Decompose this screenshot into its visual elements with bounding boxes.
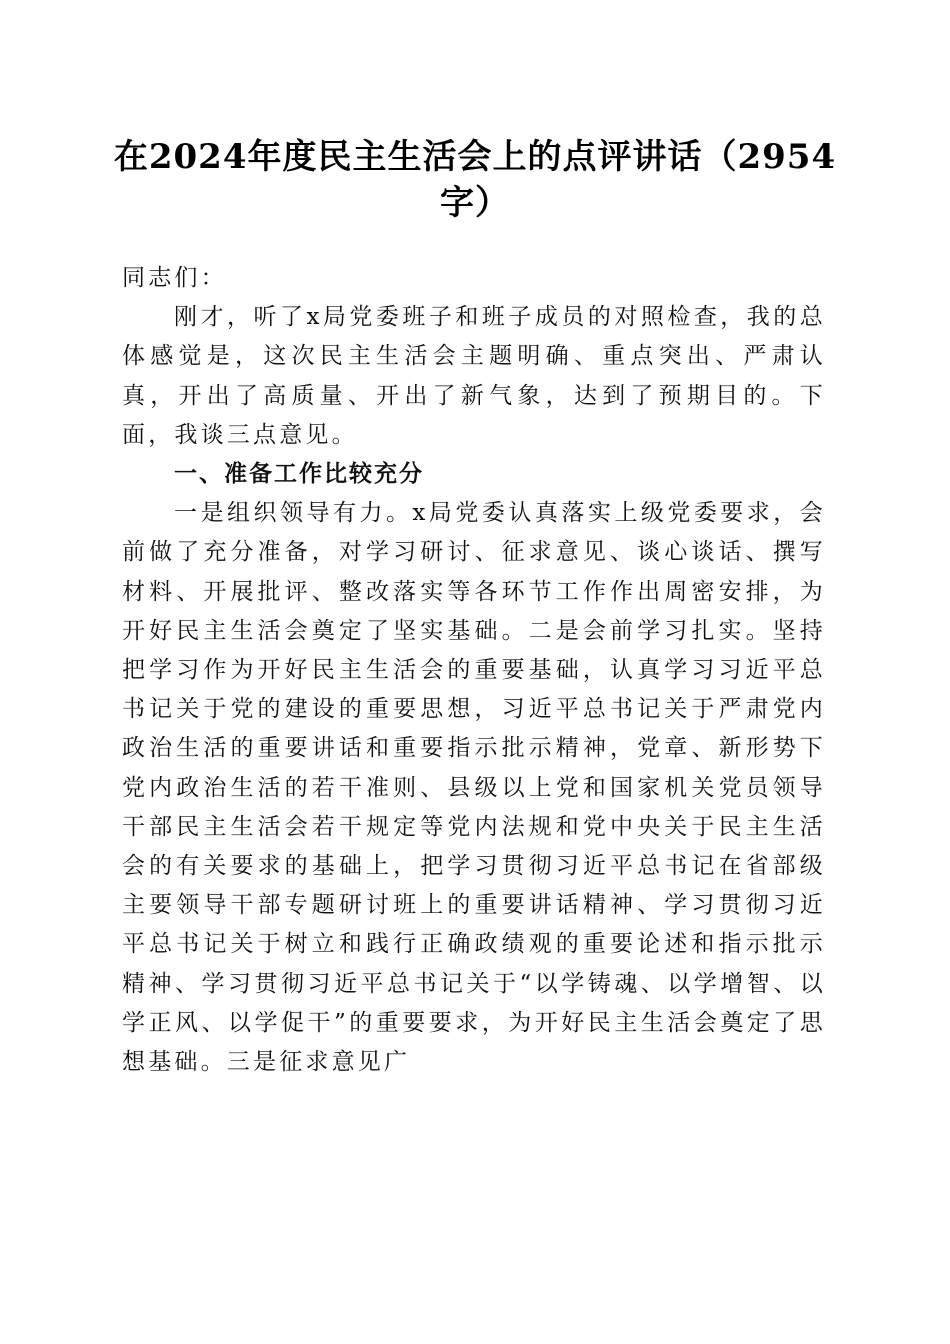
section-heading-1: 一、准备工作比较充分	[174, 461, 424, 488]
intro-paragraph: 刚才，听了x局党委班子和班子成员的对照检查，我的总体感觉是，这次民主生活会主题明确、重点突出、严肃认真，开出了高质量、开出了新气象，达到了预期目的。下面，我谈三点意见。	[122, 304, 826, 448]
document-title: 在2024年度民主生活会上的点评讲话（2954字）	[113, 137, 837, 223]
salutation: 同志们：	[122, 265, 227, 291]
document-body	[122, 259, 826, 1082]
section-1-paragraph: 一是组织领导有力。x局党委认真落实上级党委要求，会前做了充分准备，对学习研讨、征求意见、谈心谈话、撰写材料、开展批评、整改落实等各环节工作作出周密安排，为开好民主生活会奠定了坚实基础。二是会前学习扎实。坚持把学习作为开好民主生活会的重要基础，认真学习习近平总书记关于党的建设的重要思想，习近平总书记关于严肃党内政治生活的重要讲话和重要指示批示精神，党章、新形势下党内政治生活的若干准则、县级以上党和国家机关党员领导干部民主生活会若干规定等党内法规和党中央关于民主生活会的有关要求的基础上，把学习贯彻习近平总书记在省部级主要领导干部专题研讨班上的重要讲话精神、学习贯彻习近平总书记关于树立和践行正确政绩观的重要论述和指示批示精神、学习贯彻习近平总书记关于“以学铸魂、以学增智、以学正风、以学促干”的重要要求，为开好民主生活会奠定了思想基础。三是征求意见广	[122, 500, 826, 1076]
